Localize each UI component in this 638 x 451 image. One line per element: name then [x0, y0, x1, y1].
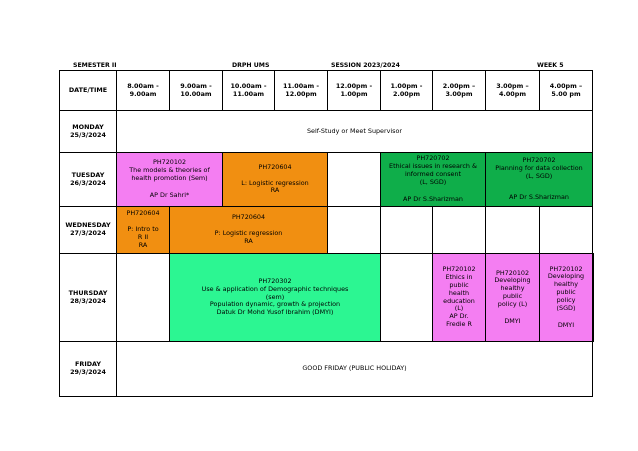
week-label: WEEK 5 — [537, 62, 564, 69]
timetable — [59, 70, 594, 397]
slot-header: 1.00pm - 2.00pm — [381, 71, 433, 111]
session-self-study: Self-Study or Meet Supervisor — [117, 111, 593, 153]
session-public-holiday: GOOD FRIDAY (PUBLIC HOLIDAY) — [117, 342, 593, 397]
session-ph720604-intro-r: PH720604 P: Intro to R II RA — [117, 207, 170, 254]
empty-slot — [540, 207, 593, 254]
session-ph720102-models: PH720102 The models & theories of health promotion (Sem) AP Dr Sahri* — [117, 153, 223, 207]
slot-header: 12.00pm - 1.00pm — [328, 71, 381, 111]
session-ph720702-ethics: PH720702 Ethical issues in research & informed consent (L, SGD) AP Dr S.Sharizman — [381, 153, 486, 207]
slot-header: 10.00am - 11.00am — [223, 71, 275, 111]
empty-slot — [117, 254, 170, 342]
wednesday-row — [60, 207, 594, 254]
slot-header: 3.00pm – 4.00pm — [486, 71, 540, 111]
slot-header: 11.00am - 12.00pm — [275, 71, 328, 111]
day-cell-monday: MONDAY 25/3/2024 — [60, 111, 117, 153]
empty-slot — [381, 254, 433, 342]
time-header-row — [60, 71, 594, 111]
day-cell-thursday: THURSDAY 28/3/2024 — [60, 254, 117, 342]
session-ph720102-ethics-public-health: PH720102 Ethics in public health education (L) AP Dr. Fredie R — [433, 254, 486, 342]
session-ph720102-policy-lecture: PH720102 Developing healthy public policy (L) DMYI — [486, 254, 540, 342]
programme-label: DRPH UMS — [232, 62, 270, 69]
session-ph720302-demographic: PH720302 Use & application of Demographic techniques (sem) Population dynamic, growth & projection Datuk Dr Mohd Yusof Ibrahim (DMYI) — [170, 254, 381, 342]
day-cell-friday: FRIDAY 29/3/2024 — [60, 342, 117, 397]
empty-slot — [328, 153, 381, 207]
slot-header: 2.00pm – 3.00pm — [433, 71, 486, 111]
empty-slot — [486, 207, 540, 254]
semester-label: SEMESTER II — [73, 62, 117, 69]
slot-header: 4.00pm – 5.00 pm — [540, 71, 593, 111]
tuesday-row — [60, 153, 594, 207]
day-cell-wednesday: WEDNESDAY 27/3/2024 — [60, 207, 117, 254]
day-cell-tuesday: TUESDAY 26/3/2024 — [60, 153, 117, 207]
slot-header: 8.00am - 9.00am — [117, 71, 170, 111]
empty-slot — [381, 207, 433, 254]
session-ph720604-logistic-practical: PH720604 P: Logistic regression RA — [170, 207, 328, 254]
slot-header: 9.00am - 10.00am — [170, 71, 223, 111]
session-ph720702-planning: PH720702 Planning for data collection (L, SGD) AP Dr S.Sharizman — [486, 153, 593, 207]
empty-slot — [593, 254, 594, 342]
thursday-row — [60, 254, 594, 342]
empty-slot — [328, 207, 381, 254]
friday-row — [60, 342, 594, 397]
empty-slot — [433, 207, 486, 254]
date-time-header: DATE/TIME — [60, 71, 117, 111]
monday-row — [60, 111, 594, 153]
session-label: SESSION 2023/2024 — [331, 62, 400, 69]
session-ph720102-policy-sgd: PH720102 Developing healthy public policy (SGD) DMYI — [540, 254, 593, 342]
session-ph720604-logistic-lecture: PH720604 L: Logistic regression RA — [223, 153, 328, 207]
